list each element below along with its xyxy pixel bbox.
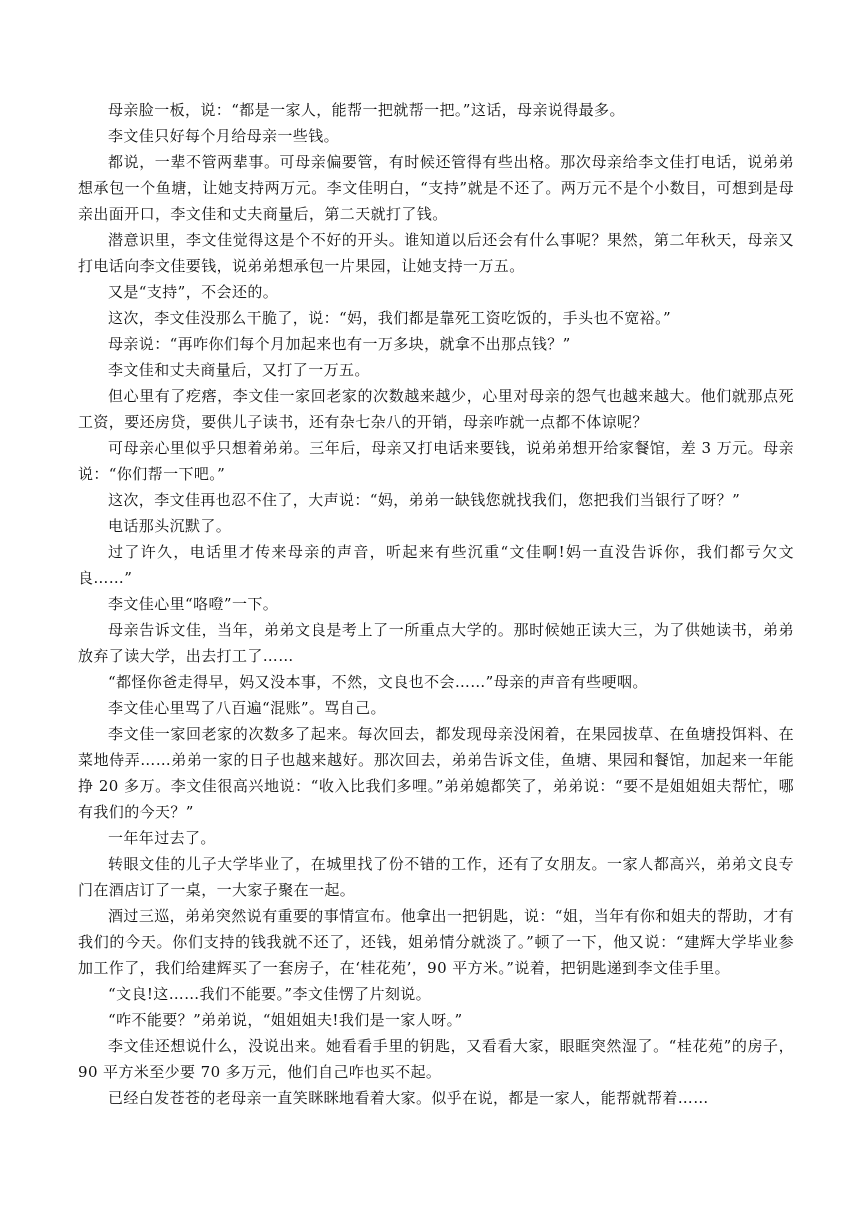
paragraph: 一年年过去了。	[108, 829, 216, 847]
paragraph: 李文佳和丈夫商量后，又打了一万五。	[108, 361, 370, 379]
paragraph: 可母亲心里似乎只想着弟弟。三年后，母亲又打电话来要钱，说弟弟想开给家餐馆，差 3 万元。母亲说：“你们帮一下吧。”	[78, 439, 794, 483]
paragraph: 已经白发苍苍的老母亲一直笑眯眯地看着大家。似乎在说，都是一家人，能帮就帮着……	[108, 1089, 709, 1107]
paragraph: 李文佳心里“咯噔”一下。	[108, 595, 279, 613]
paragraph: 李文佳还想说什么，没说出来。她看看手里的钥匙，又看看大家，眼眶突然湿了。“桂花苑”的房子，90 平方米至少要 70 多万元，他们自己咋也买不起。	[78, 1037, 794, 1081]
paragraph: 又是“支持”，不会还的。	[108, 283, 279, 301]
paragraph: 但心里有了疙瘩，李文佳一家回老家的次数越来越少，心里对母亲的怨气也越来越大。他们就那点死工资，要还房贷，要供儿子读书，还有杂七杂八的开销，母亲咋就一点都不体谅呢？	[78, 387, 794, 431]
paragraph: 李文佳心里骂了八百遍“混账”。骂自己。	[108, 699, 386, 717]
paragraph: 这次，李文佳再也忍不住了，大声说：“妈，弟弟一缺钱您就找我们，您把我们当银行了呀？”	[108, 491, 741, 509]
paragraph: “都怪你爸走得早，妈又没本事，不然，文良也不会……”母亲的声音有些哽咽。	[108, 673, 648, 691]
paragraph: 李文佳只好每个月给母亲一些钱。	[108, 127, 340, 145]
paragraph: 母亲告诉文佳，当年，弟弟文良是考上了一所重点大学的。那时候她正读大三，为了供她读书，弟弟放弃了读大学，出去打工了……	[78, 621, 794, 665]
paragraph: “咋不能要？”弟弟说，“姐姐姐夫!我们是一家人呀。”	[108, 1011, 463, 1029]
paragraph: 这次，李文佳没那么干脆了，说：“妈，我们都是靠死工资吃饭的，手头也不宽裕。”	[108, 309, 672, 327]
paragraph: 都说，一辈不管两辈事。可母亲偏要管，有时候还管得有些出格。那次母亲给李文佳打电话，说弟弟想承包一个鱼塘，让她支持两万元。李文佳明白，“支持”就是不还了。两万元不是个小数目，可想到是母亲出面开口，李文佳和丈夫商量后，第二天就打了钱。	[78, 153, 794, 223]
story-text	[78, 97, 794, 1111]
paragraph: 转眼文佳的儿子大学毕业了，在城里找了份不错的工作，还有了女朋友。一家人都高兴，弟弟文良专门在酒店订了一桌，一大家子聚在一起。	[78, 855, 794, 899]
paragraph: 母亲说：“再咋你们每个月加起来也有一万多块，就拿不出那点钱？”	[108, 335, 571, 353]
paragraph: 酒过三巡，弟弟突然说有重要的事情宣布。他拿出一把钥匙，说：“姐，当年有你和姐夫的帮助，才有我们的今天。你们支持的钱我就不还了，还钱，姐弟情分就淡了。”顿了一下，他又说：“建辉大学毕业参加工作了，我们给建辉买了一套房子，在‘桂花苑’，90 平方米。”说着，把钥匙递到李文佳手里。	[78, 907, 794, 977]
paragraph: 潜意识里，李文佳觉得这是个不好的开头。谁知道以后还会有什么事呢？果然，第二年秋天，母亲又打电话向李文佳要钱，说弟弟想承包一片果园，让她支持一万五。	[78, 231, 794, 275]
paragraph: 李文佳一家回老家的次数多了起来。每次回去，都发现母亲没闲着，在果园拔草、在鱼塘投饵料、在菜地侍弄……弟弟一家的日子也越来越好。那次回去，弟弟告诉文佳，鱼塘、果园和餐馆，加起来一年能挣 20 多万。李文佳很高兴地说：“收入比我们多哩。”弟弟媳都笑了，弟弟说：“要不是姐姐姐夫帮忙，哪有我们的今天？”	[78, 725, 794, 821]
paragraph: “文良!这……我们不能要。”李文佳愣了片刻说。	[108, 985, 432, 1003]
paragraph: 母亲脸一板，说：“都是一家人，能帮一把就帮一把。”这话，母亲说得最多。	[108, 101, 625, 119]
paragraph: 电话那头沉默了。	[108, 517, 232, 535]
paragraph: 过了许久，电话里才传来母亲的声音，听起来有些沉重“文佳啊!妈一直没告诉你，我们都亏欠文良……”	[78, 543, 794, 587]
